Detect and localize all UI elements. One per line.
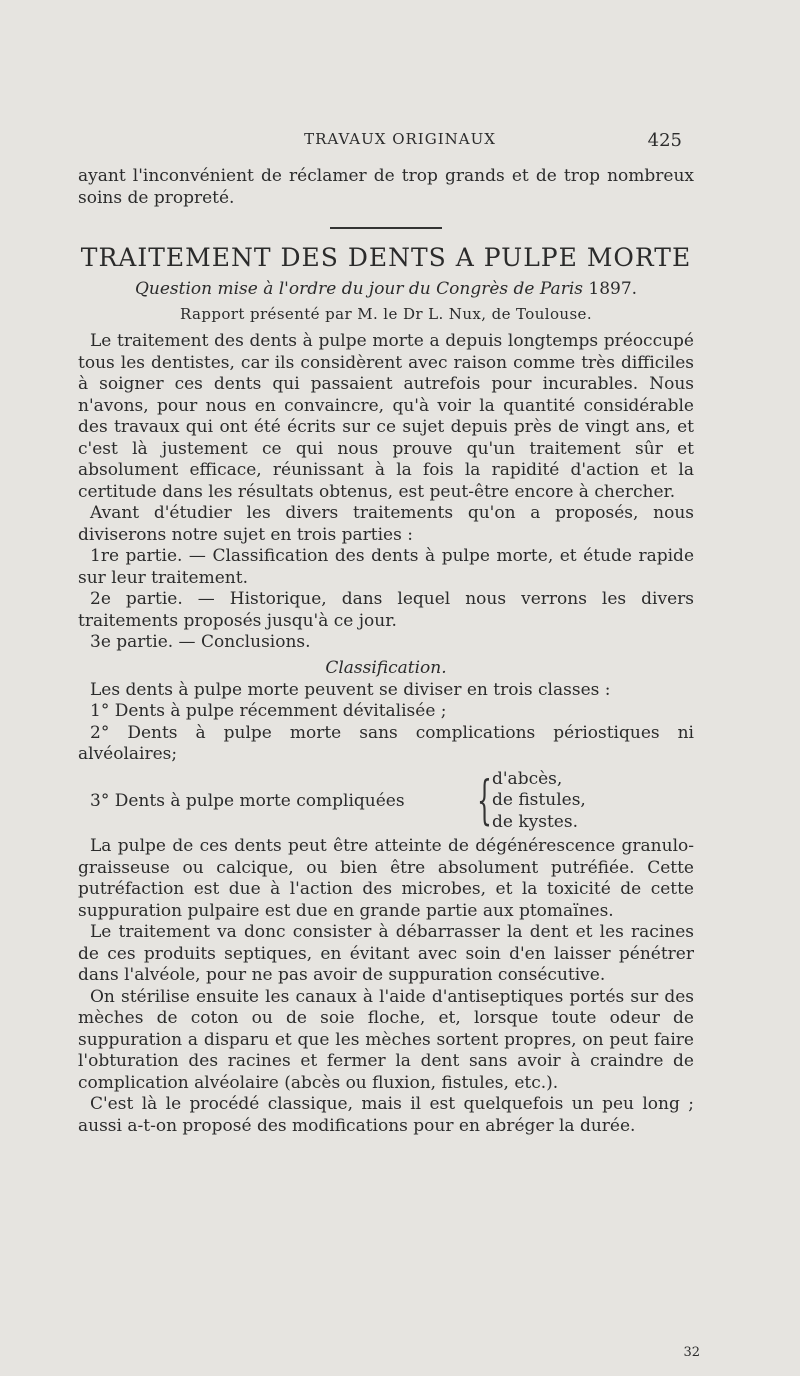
section-heading: Classification. — [325, 657, 447, 678]
classe-2: 2° Dents à pulpe morte sans complications périostiques ni alvéolaires; — [78, 722, 694, 764]
classes-intro: Les dents à pulpe morte peuvent se diviser en trois classes : — [90, 679, 611, 700]
running-header — [0, 130, 800, 154]
option-abces: d'abcès, — [492, 768, 563, 789]
page-number: 425 — [647, 130, 682, 151]
classe-3 — [78, 769, 694, 834]
option-fistules: de fistules, — [492, 790, 586, 810]
paragraph-2: Avant d'étudier les divers traitements qu'on a proposés, nous diviserons notre sujet en trois parties : — [78, 503, 694, 545]
classe-3-options — [492, 769, 586, 834]
option-kystes: de kystes. — [492, 811, 578, 832]
article-subtitle — [78, 279, 694, 299]
page-body — [78, 166, 694, 1137]
paragraph-3: La pulpe de ces dents peut être atteinte de dégénérescence granulo-graisseuse ou calcique, ou bien être absolument putréfiée. Cette putréfaction est due à l'action des microbes, et la toxicité de cette suppuration pulpaire est due en grande partie aux ptomaïnes. — [78, 836, 694, 921]
article-title: TRAITEMENT DES DENTS A PULPE MORTE — [80, 243, 692, 272]
question-text: Question mise à l'ordre du jour du Congrès de Paris — [134, 279, 583, 299]
part-3: 3e partie. — Conclusions. — [90, 632, 311, 652]
paragraph-5: On stérilise ensuite les canaux à l'aide d'antiseptiques portés sur des mèches de coton ou de soie floche, et, lorsque toute odeur de suppuration a disparu et que les mèches sortent propres, on peut faire l'obturation des racines et fermer la dent sans avoir à craindre de complication alvéolaire (abcès ou fluxion, fistules, etc.). — [78, 986, 694, 1093]
brace-symbol: { — [476, 770, 492, 831]
part-2: 2e partie. — Historique, dans lequel nous verrons les divers traitements proposés jusqu'à ce jour. — [78, 589, 694, 631]
running-title: TRAVAUX ORIGINAUX — [304, 130, 496, 148]
signature-mark: 32 — [683, 1345, 700, 1360]
report-author: Rapport présenté par M. le Dr L. Nux, de Toulouse. — [179, 305, 592, 323]
paragraph-6: C'est là le procédé classique, mais il est quelquefois un peu long ; aussi a-t-on proposé des modifications pour en abréger la durée. — [78, 1094, 694, 1136]
intro-paragraph: ayant l'inconvénient de réclamer de trop grands et de trop nombreux soins de propreté. — [78, 166, 694, 208]
question-year: 1897. — [588, 279, 638, 299]
classe-3-label: 3° Dents à pulpe morte compliquées — [90, 790, 405, 811]
section-rule — [330, 227, 442, 229]
classe-1: 1° Dents à pulpe récemment dévitalisée ; — [90, 701, 447, 721]
paragraph-1: Le traitement des dents à pulpe morte a depuis longtemps préoccupé tous les dentistes, car ils considèrent avec raison comme très difficiles à soigner ces dents qui passaient autrefois pour incurables. Nous n'avons, pour nous en convaincre, qu'à voir la quantité considérable des travaux qui ont été écrits sur ce sujet depuis près de vingt ans, et c'est là justement ce qui nous prouve qu'un traitement sûr et absolument efficace, réunissant à la fois la rapidité d'action et la certitude dans les résultats obtenus, est peut-être encore à chercher. — [78, 331, 694, 502]
part-1: 1re partie. — Classification des dents à pulpe morte, et étude rapide sur leur traitement. — [78, 546, 694, 588]
paragraph-4: Le traitement va donc consister à débarrasser la dent et les racines de ces produits septiques, en évitant avec soin d'en laisser pénétrer dans l'alvéole, pour ne pas avoir de suppuration consécutive. — [78, 922, 694, 985]
